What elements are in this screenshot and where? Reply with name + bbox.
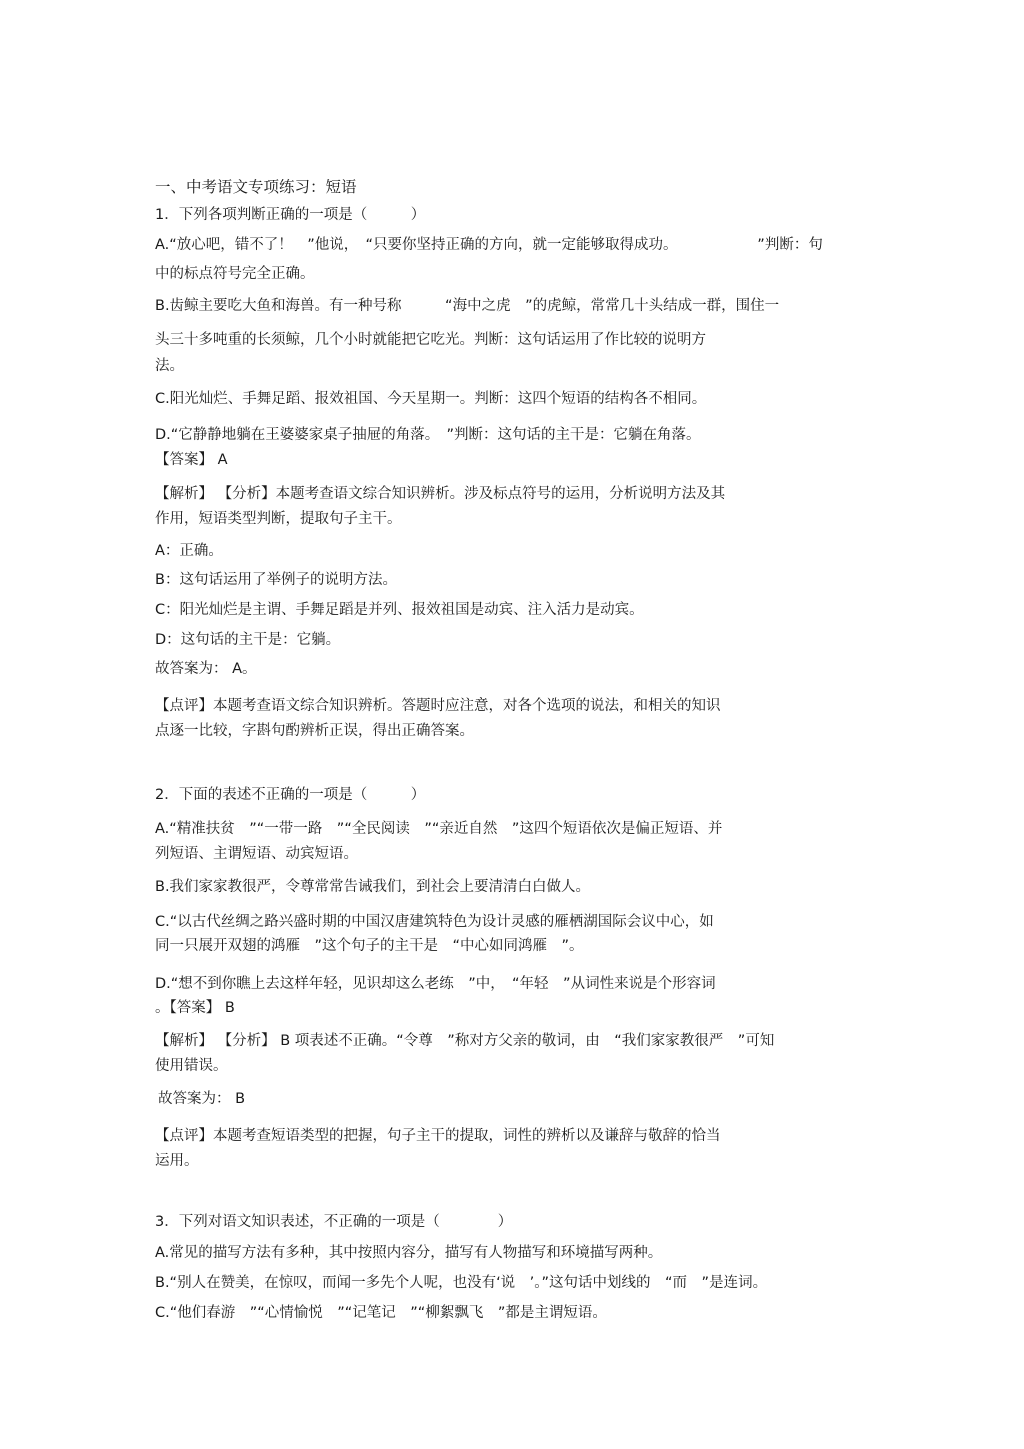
q2-comment-line1: 【点评】本题考查短语类型的把握，句子主干的提取，词性的辨析以及谦辞与敬辞的恰当 — [155, 1128, 721, 1144]
q1-option-d: D.“它静静地躺在王婆婆家桌子抽屉的角落。 ”判断：这句话的主干是：它躺在角落。 — [155, 427, 701, 443]
q1-answer: 【答案】 A — [155, 452, 228, 468]
q2-final-answer: 故答案为： B — [158, 1091, 246, 1107]
q1-explain-b: B：这句话运用了举例子的说明方法。 — [155, 572, 397, 588]
q2-option-a-line2: 列短语、主谓短语、动宾短语。 — [155, 846, 358, 862]
q1-option-b-line2: 头三十多吨重的长须鲸，几个小时就能把它吃光。判断：这句话运用了作比较的说明方 — [155, 332, 706, 348]
q2-analysis-line1: 【解析】 【分析】 B 项表述不正确。“令尊 ”称对方父亲的敬词，由 “我们家家教很严 ”可知 — [155, 1033, 775, 1049]
q1-comment-line1: 【点评】本题考查语文综合知识辨析。答题时应注意，对各个选项的说法，和相关的知识 — [155, 698, 721, 714]
q2-comment-line2: 运用。 — [155, 1153, 199, 1169]
q1-explain-d: D：这句话的主干是：它躺。 — [155, 632, 341, 648]
q1-final-answer: 故答案为： A。 — [155, 661, 257, 677]
q1-option-c: C.阳光灿烂、手舞足蹈、报效祖国、今天星期一。判断：这四个短语的结构各不相同。 — [155, 391, 707, 407]
q3-option-c: C.“他们春游 ”“心情愉悦 ”“记笔记 ”“柳絮飘飞 ”都是主谓短语。 — [155, 1305, 607, 1321]
q1-analysis-line2: 作用，短语类型判断，提取句子主干。 — [155, 511, 402, 527]
q1-option-b-line1: B.齿鲸主要吃大鱼和海兽。有一种号称 “海中之虎 ”的虎鲸，常常几十头结成一群，围住一 — [155, 298, 780, 314]
q1-option-b-line3: 法。 — [155, 358, 184, 374]
q2-option-a-line1: A.“精准扶贫 ”“一带一路 ”“全民阅读 ”“亲近自然 ”这四个短语依次是偏正短语、并 — [155, 821, 723, 837]
q2-option-c-line2: 同一只展开双翅的鸿雁 ”这个句子的主干是 “中心如同鸿雁 ”。 — [155, 938, 584, 954]
q1-option-a-line1: A.“放心吧，错不了！ ”他说， “只要你坚持正确的方向，就一定能够取得成功。 ”判断：句 — [155, 237, 823, 253]
q3-option-a: A.常见的描写方法有多种，其中按照内容分，描写有人物描写和环境描写两种。 — [155, 1245, 663, 1261]
q3-stem: 3．下列对语文知识表述，不正确的一项是（ ） — [155, 1214, 513, 1230]
q1-option-a-line2: 中的标点符号完全正确。 — [155, 266, 315, 282]
q1-comment-line2: 点逐一比较，字斟句酌辨析正误，得出正确答案。 — [155, 723, 474, 739]
q1-stem: 1．下列各项判断正确的一项是（ ） — [155, 207, 426, 223]
q1-explain-a: A：正确。 — [155, 543, 223, 559]
q1-explain-c: C：阳光灿烂是主谓、手舞足蹈是并列、报效祖国是动宾、注入活力是动宾。 — [155, 602, 644, 618]
q2-option-d-line1: D.“想不到你瞧上去这样年轻，见识却这么老练 ”中， “年轻 ”从词性来说是个形容词 — [155, 976, 716, 992]
section-title: 一、中考语文专项练习：短语 — [155, 178, 357, 196]
q2-option-c-line1: C.“以古代丝绸之路兴盛时期的中国汉唐建筑特色为设计灵感的雁栖湖国际会议中心，如 — [155, 914, 714, 930]
q2-stem: 2．下面的表述不正确的一项是（ ） — [155, 787, 426, 803]
q1-analysis-line1: 【解析】 【分析】本题考查语文综合知识辨析。涉及标点符号的运用，分析说明方法及其 — [155, 486, 726, 502]
q2-option-b: B.我们家家教很严，令尊常常告诫我们，到社会上要清清白白做人。 — [155, 879, 591, 895]
q2-analysis-line2: 使用错误。 — [155, 1058, 228, 1074]
q2-answer: 。【答案】 B — [155, 1000, 235, 1016]
q3-option-b: B.“别人在赞美，在惊叹，而闻一多先个人呢，也没有‘说 ’。”这句话中划线的 “而 ”是连词。 — [155, 1275, 768, 1291]
